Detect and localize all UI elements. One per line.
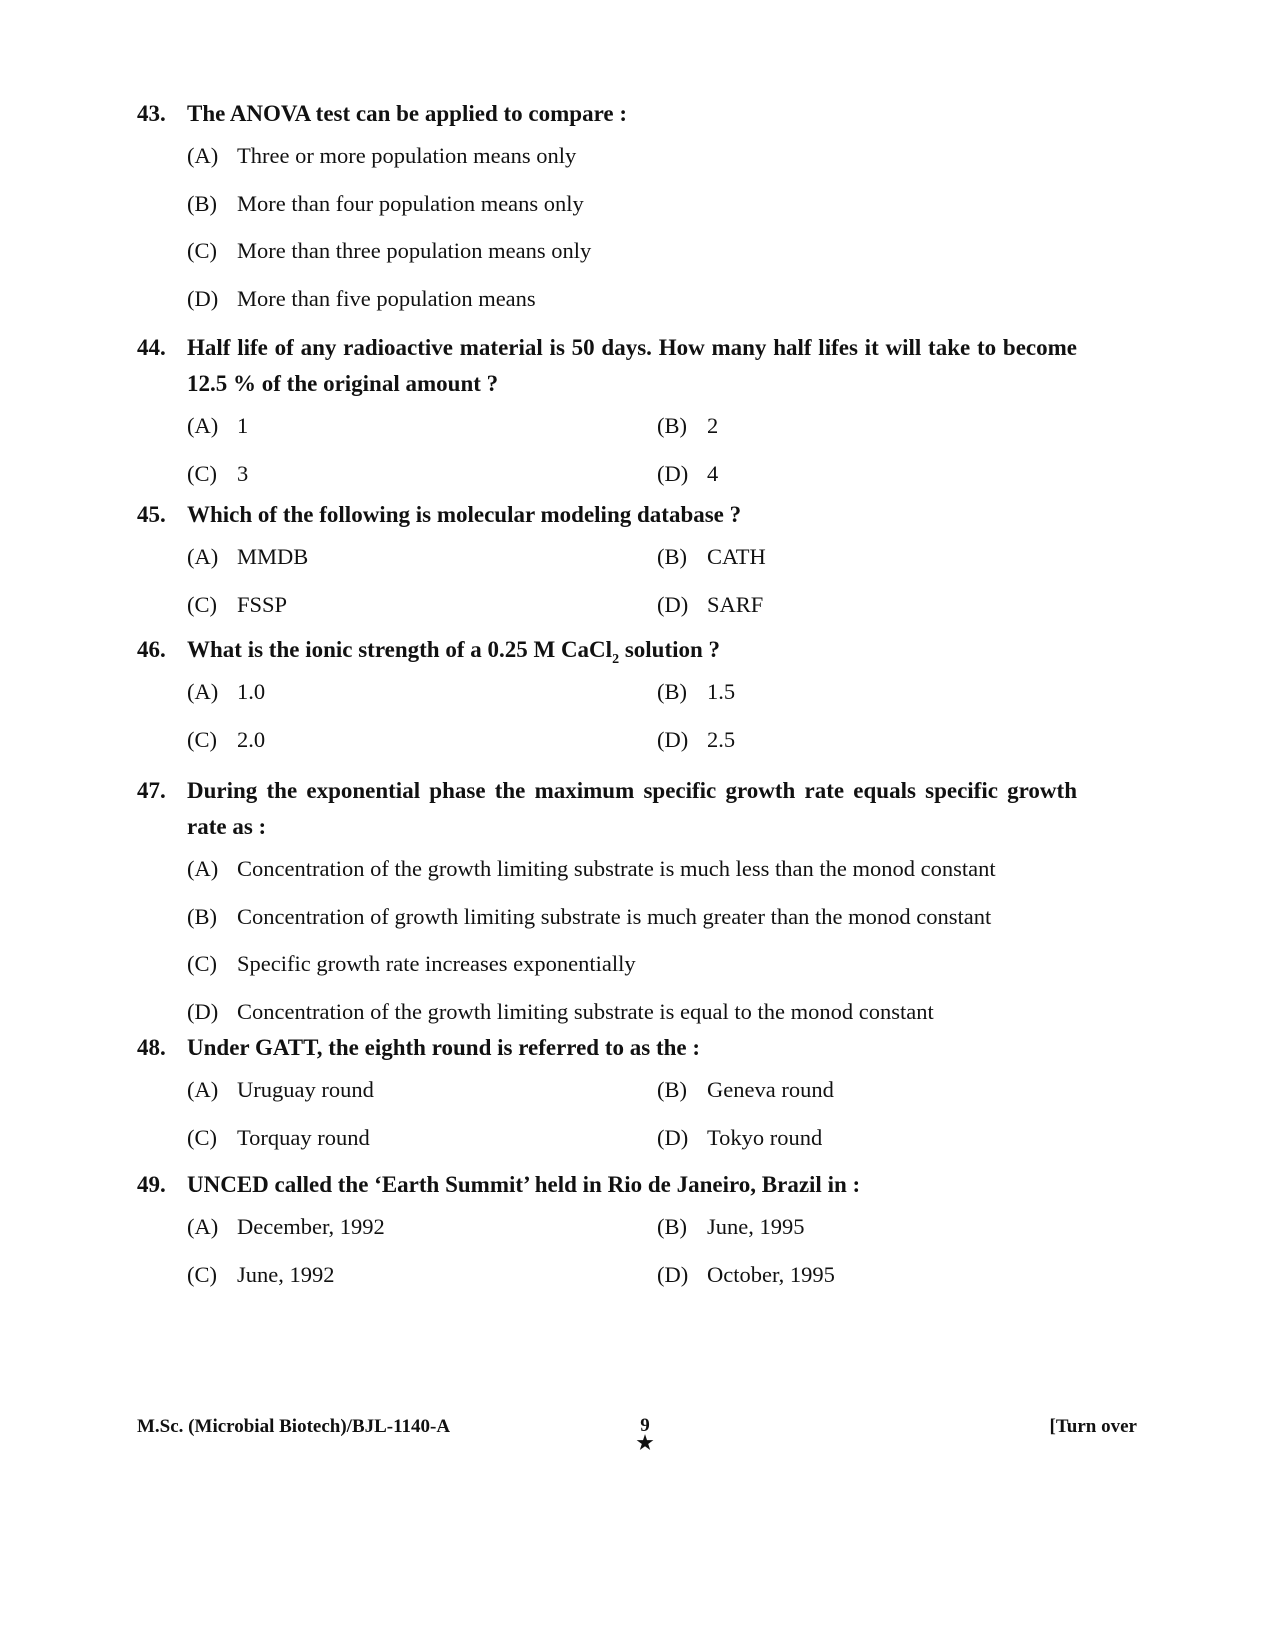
option-text: 1.5 <box>707 679 736 704</box>
option-d <box>187 988 1077 1036</box>
option-c <box>187 1114 657 1162</box>
question-number: 44. <box>137 335 166 360</box>
options-list <box>187 132 1077 322</box>
question-text: During the exponential phase the maximum specific growth rate equals specific growth rate as : <box>187 778 1077 839</box>
option-letter: (C) <box>187 591 217 617</box>
subscript: 2 <box>612 652 620 667</box>
option-b <box>187 180 1077 228</box>
question-number: 45. <box>137 502 166 527</box>
option-a <box>187 1203 657 1251</box>
option-letter: (C) <box>187 726 217 752</box>
option-c <box>187 940 1077 988</box>
option-text: June, 1992 <box>237 1261 335 1287</box>
question-text: UNCED called the ‘Earth Summit’ held in Rio de Janeiro, Brazil in : <box>187 1172 861 1197</box>
option-text: Uruguay round <box>237 1077 374 1102</box>
option-text: June, 1995 <box>707 1214 805 1239</box>
question-text: Which of the following is molecular modeling database ? <box>187 502 742 527</box>
question-text-tail: solution ? <box>619 637 721 662</box>
question-number: 47. <box>137 778 166 803</box>
option-text: 2.0 <box>237 726 266 752</box>
option-letter: (B) <box>187 190 217 216</box>
option-a <box>187 533 657 581</box>
question-text-main: What is the ionic strength of a 0.25 M CaCl <box>187 637 613 662</box>
question-text: Under GATT, the eighth round is referred to as the : <box>187 1035 701 1060</box>
question-46 <box>137 632 1077 763</box>
question-49 <box>137 1167 1077 1298</box>
option-text: October, 1995 <box>707 1261 835 1287</box>
option-letter: (A) <box>187 1214 219 1239</box>
option-text: 2.5 <box>707 726 736 752</box>
option-letter: (D) <box>187 285 219 311</box>
option-text: MMDB <box>237 544 309 569</box>
option-d <box>657 450 1087 498</box>
question-text <box>187 632 1077 668</box>
option-letter: (A) <box>187 413 219 438</box>
option-letter: (A) <box>187 1077 219 1102</box>
option-text: Tokyo round <box>707 1124 823 1150</box>
option-a <box>187 132 1077 180</box>
option-text: Specific growth rate increases exponentially <box>237 951 636 976</box>
question-number: 46. <box>137 637 166 662</box>
option-a <box>187 1066 657 1114</box>
option-c <box>187 1251 657 1299</box>
option-text: Concentration of the growth limiting substrate is equal to the monod constant <box>237 998 934 1024</box>
page-footer <box>137 1416 1137 1456</box>
option-letter: (A) <box>187 856 219 881</box>
option-letter: (C) <box>187 460 217 486</box>
option-b <box>187 893 1077 941</box>
paper-code: M.Sc. (Microbial Biotech)/BJL-1140-A <box>137 1416 451 1437</box>
option-b <box>657 1066 1087 1114</box>
question-text: Half life of any radioactive material is 50 days. How many half lifes it will take to become 12.5 % of the original amount ? <box>187 335 1077 396</box>
question-number: 48. <box>137 1035 166 1060</box>
option-letter: (D) <box>187 998 219 1024</box>
option-text: CATH <box>707 544 766 569</box>
option-text: Concentration of growth limiting substrate is much greater than the monod constant <box>237 903 992 929</box>
question-44 <box>137 330 1077 497</box>
option-letter: (D) <box>657 1124 689 1150</box>
option-text: More than three population means only <box>237 238 592 263</box>
option-text: Torquay round <box>237 1124 370 1150</box>
option-b <box>657 1203 1087 1251</box>
options-grid <box>187 668 1077 763</box>
question-43 <box>137 96 1077 322</box>
option-c <box>187 450 657 498</box>
option-letter: (B) <box>657 1077 687 1102</box>
option-a <box>187 845 1077 893</box>
option-c <box>187 716 657 764</box>
option-b <box>657 533 1087 581</box>
options-list <box>187 845 1077 1035</box>
option-letter: (A) <box>187 143 219 168</box>
question-text: The ANOVA test can be applied to compare : <box>187 101 627 126</box>
option-b <box>657 668 1087 716</box>
question-number: 49. <box>137 1172 166 1197</box>
option-letter: (C) <box>187 951 217 976</box>
question-48 <box>137 1030 1077 1161</box>
option-text: Concentration of the growth limiting substrate is much less than the monod constant <box>237 856 996 881</box>
option-letter: (A) <box>187 679 219 704</box>
page-number-block <box>630 1416 660 1452</box>
question-45 <box>137 497 1077 628</box>
options-grid <box>187 1066 1077 1161</box>
option-text: 2 <box>707 413 719 438</box>
option-text: 1 <box>237 413 249 438</box>
option-b <box>657 402 1087 450</box>
option-letter: (B) <box>657 679 687 704</box>
option-letter: (B) <box>657 413 687 438</box>
option-d <box>657 716 1087 764</box>
option-text: Geneva round <box>707 1077 834 1102</box>
star-icon: ★ <box>636 1433 654 1454</box>
option-d <box>657 1251 1087 1299</box>
option-text: 4 <box>707 460 719 486</box>
option-c <box>187 581 657 629</box>
turn-over-note: [Turn over <box>1049 1416 1137 1437</box>
option-letter: (D) <box>657 591 689 617</box>
option-letter: (B) <box>657 1214 687 1239</box>
option-text: 3 <box>237 460 249 486</box>
option-text: December, 1992 <box>237 1214 385 1239</box>
option-d <box>657 1114 1087 1162</box>
option-text: More than five population means <box>237 285 536 311</box>
option-letter: (D) <box>657 1261 689 1287</box>
option-text: More than four population means only <box>237 190 584 216</box>
option-letter: (C) <box>187 238 217 263</box>
option-a <box>187 402 657 450</box>
option-letter: (C) <box>187 1261 217 1287</box>
option-d <box>187 275 1077 323</box>
option-a <box>187 668 657 716</box>
option-letter: (A) <box>187 544 219 569</box>
options-grid <box>187 402 1077 497</box>
option-letter: (C) <box>187 1124 217 1150</box>
option-d <box>657 581 1087 629</box>
option-letter: (D) <box>657 460 689 486</box>
options-grid <box>187 533 1077 628</box>
question-47 <box>137 773 1077 1035</box>
option-letter: (D) <box>657 726 689 752</box>
option-letter: (B) <box>187 903 217 929</box>
option-text: FSSP <box>237 591 288 617</box>
option-letter: (B) <box>657 544 687 569</box>
question-number: 43. <box>137 101 166 126</box>
options-grid <box>187 1203 1077 1298</box>
option-c <box>187 227 1077 275</box>
option-text: Three or more population means only <box>237 143 577 168</box>
option-text: SARF <box>707 591 764 617</box>
page-number: 9 <box>640 1415 650 1436</box>
option-text: 1.0 <box>237 679 266 704</box>
